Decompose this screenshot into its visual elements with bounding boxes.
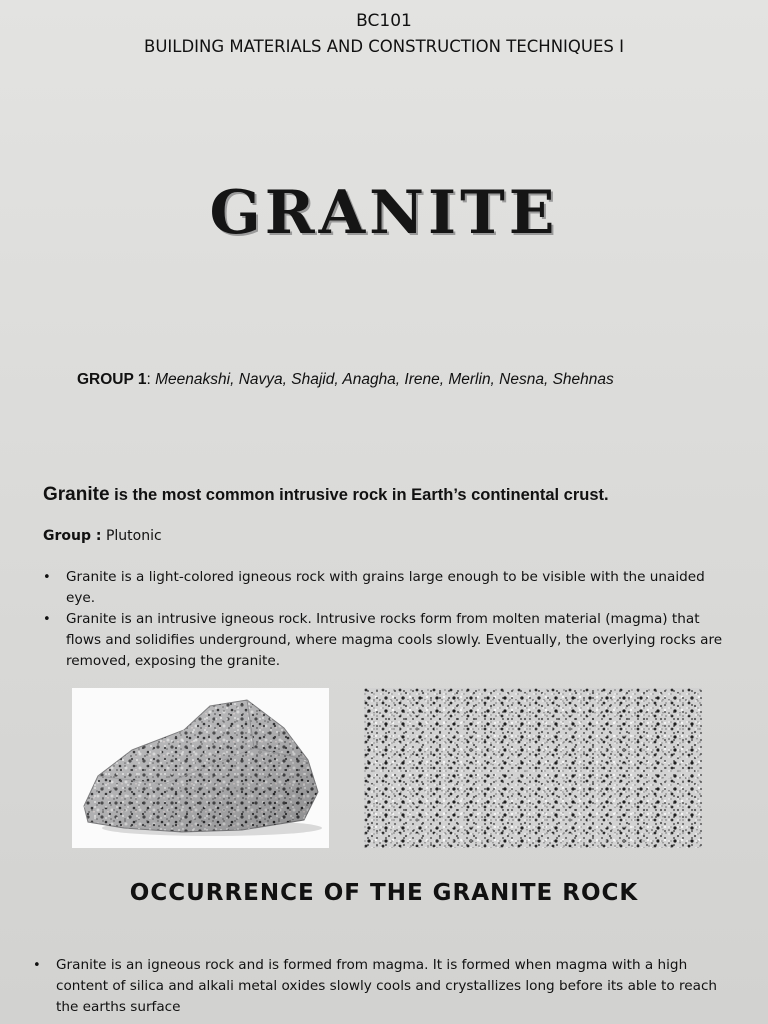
occurrence-list	[33, 955, 733, 1018]
rock-group-value: Plutonic	[105, 528, 162, 544]
group-members: Meenakshi, Navya, Shajid, Anagha, Irene, Merlin, Nesna, Shehnas	[155, 371, 614, 388]
rock-group-label: Group :	[43, 528, 102, 544]
course-title: BUILDING MATERIALS AND CONSTRUCTION TECHNIQUES I	[144, 37, 624, 56]
intro-keyword: Granite	[43, 484, 110, 505]
page-title: GRANITE	[209, 178, 559, 248]
group-members-line: GROUP 1: Meenakshi, Navya, Shajid, Anagha, Irene, Merlin, Nesna, Shehnas	[77, 371, 614, 388]
list-item: • Granite is an igneous rock and is formed from magma. It is formed when magma with a high content of silica and alkali metal oxides slowly cools and crystallizes long before its able to reach the earths surface	[33, 955, 733, 1018]
intro-statement	[43, 484, 609, 506]
granite-rock-photo	[72, 688, 329, 848]
granite-texture-image	[364, 688, 702, 848]
granite-rock-image	[72, 688, 329, 848]
group-label: GROUP 1	[77, 371, 147, 388]
list-item: • Granite is an intrusive igneous rock. Intrusive rocks form from molten material (magma) that flows and solidifies underground, where magma cools slowly. Eventually, the overlying rocks are removed, exposing the granite.	[43, 609, 723, 672]
rock-group	[43, 528, 162, 544]
granite-facts-list	[43, 567, 723, 672]
course-code: BC101	[356, 11, 412, 31]
section-title-occurrence: OCCURRENCE OF THE GRANITE ROCK	[129, 880, 639, 906]
intro-text: is the most common intrusive rock in Earth’s continental crust.	[109, 486, 609, 504]
list-item: • Granite is a light-colored igneous rock with grains large enough to be visible with the unaided eye.	[43, 567, 723, 609]
granite-texture-photo	[364, 688, 702, 848]
